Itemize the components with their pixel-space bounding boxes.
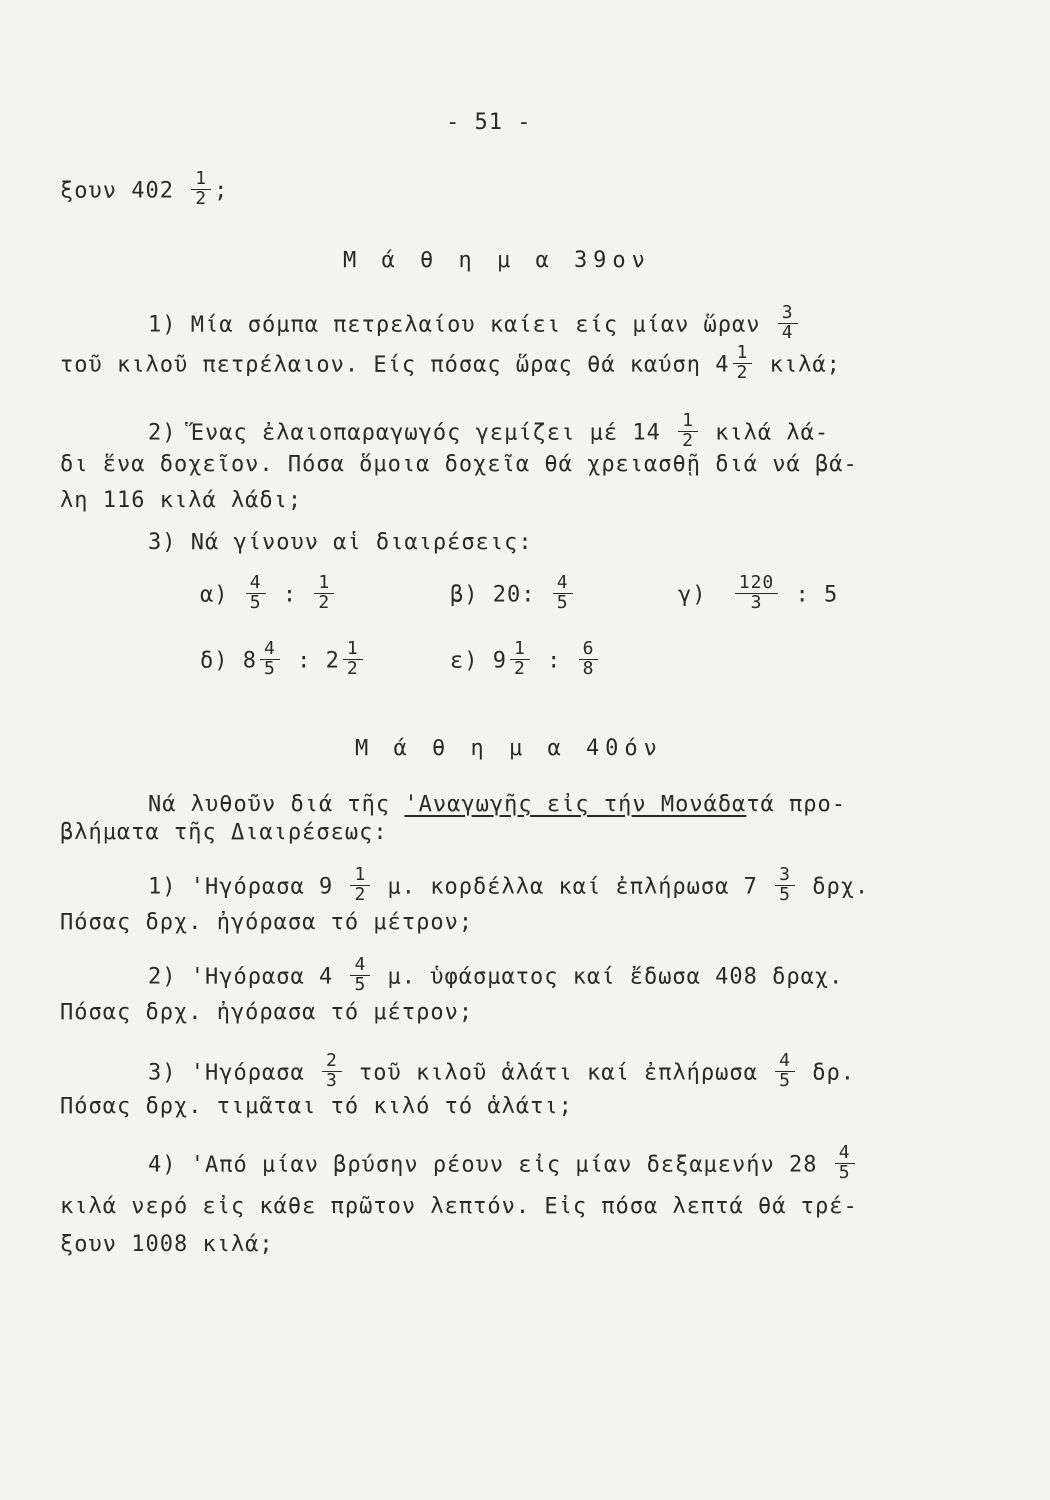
question-4-line-2: κιλά νερό εἰς κάθε πρῶτον λεπτόν. Εἰς πόσα λεπτά θά τρέ- — [60, 1194, 858, 1219]
question-3-line-2: Πόσας δρχ. τιμᾶται τό κιλό τό ἁλάτι; — [60, 1094, 573, 1119]
fraction: $\frac{4}{5}$ — [835, 1144, 855, 1183]
fraction: $\frac{4}{5}$ — [246, 574, 266, 613]
lesson-39-title: Μ ά θ η μ α 39ον — [343, 248, 651, 273]
problem-1-line-2: τοῦ κιλοῦ πετρέλαιον. Είς πόσας ὥρας θά καύση 4 $\frac{1}{2}$ κιλά; — [60, 342, 841, 383]
fraction: $\frac{1}{2}$ — [314, 574, 334, 613]
problem-3-intro: 3) Νά γίνουν αἱ διαιρέσεις: — [148, 530, 533, 555]
fraction: $\frac{1}{2}$ — [678, 412, 698, 451]
underlined-method: 'Αναγωγῆς εἰς τήν Μονάδα — [404, 792, 747, 817]
question-2-line-1: 2) 'Ηγόρασα 4 $\frac{4}{5}$ μ. ὑφάσματος καί ἔδωσα 408 δραχ. — [148, 954, 844, 995]
fraction: $\frac{1}{2}$ — [350, 866, 370, 905]
division-a: α) $\frac{4}{5}$ : $\frac{1}{2}$ — [200, 576, 337, 615]
question-2-line-2: Πόσας δρχ. ἠγόρασα τό μέτρον; — [60, 1000, 474, 1025]
problem-2-line-1: 2) Ἕνας ἐλαιοπαραγωγός γεμίζει μέ 14 $\frac{1}{2}$ κιλά λά- — [148, 410, 830, 451]
fraction: $\frac{4}{5}$ — [775, 1052, 795, 1091]
fraction: $\frac{2}{3}$ — [322, 1052, 342, 1091]
fraction: $\frac{4}{5}$ — [350, 956, 370, 995]
question-4-line-1: 4) 'Από μίαν βρύσην ρέουν εἰς μίαν δεξαμενήν 28 $\frac{4}{5}$ — [148, 1146, 858, 1185]
fraction: $\frac{6}{8}$ — [579, 640, 599, 679]
fraction: $\frac{1}{2}$ — [510, 640, 530, 679]
problem-1-line-1: 1) Μία σόμπα πετρελαίου καίει είς μίαν ὥραν $\frac{3}{4}$ — [148, 306, 801, 345]
lesson-40-intro-line-2: βλήματα τῆς Διαιρέσεως: — [60, 820, 388, 845]
fraction: $\frac{1}{2}$ — [733, 344, 753, 383]
fraction: $\frac{4}{5}$ — [553, 574, 573, 613]
division-b: β) 20: $\frac{4}{5}$ — [450, 576, 576, 615]
division-c: γ) $\frac{120}{3}$ : 5 — [678, 572, 839, 613]
fraction: $\frac{3}{5}$ — [775, 866, 795, 905]
question-4-line-3: ξουν 1008 κιλά; — [60, 1232, 274, 1257]
question-1-line-1: 1) 'Ηγόρασα 9 $\frac{1}{2}$ μ. κορδέλλα καί ἐπλήρωσα 7 $\frac{3}{5}$ δρχ. — [148, 864, 870, 905]
problem-2-line-3: λη 116 κιλά λάδι; — [60, 488, 303, 513]
problem-2-line-2: δι ἕνα δοχεῖον. Πόσα ὅμοια δοχεῖα θά χρειασθῇ διά νά βά- — [60, 452, 858, 477]
fraction: $\frac{1}{2}$ — [191, 170, 211, 209]
fraction: $\frac{120}{3}$ — [735, 574, 779, 613]
lesson-40-intro-line-1: Νά λυθοῦν διά τῆς 'Αναγωγῆς εἰς τήν Μονάδατά προ- — [148, 792, 847, 817]
question-3-line-1: 3) 'Ηγόρασα $\frac{2}{3}$ τοῦ κιλοῦ ἁλάτι καί ἐπλήρωσα $\frac{4}{5}$ δρ. — [148, 1050, 856, 1091]
fraction: $\frac{4}{5}$ — [260, 640, 280, 679]
division-e: ε) 9 $\frac{1}{2}$ : $\frac{6}{8}$ — [450, 642, 601, 681]
fraction: $\frac{3}{4}$ — [778, 304, 798, 343]
carry-text: ξουν 402 — [60, 178, 174, 204]
fraction: $\frac{1}{2}$ — [343, 640, 363, 679]
carry-over-line: ξουν 402 $\frac{1}{2}$ ; — [60, 168, 229, 209]
question-1-line-2: Πόσας δρχ. ἠγόρασα τό μέτρον; — [60, 910, 474, 935]
page-number: - 51 - — [446, 110, 532, 135]
lesson-40-title: Μ ά θ η μ α 40όν — [355, 736, 663, 761]
division-d: δ) 8 $\frac{4}{5}$ : 2 $\frac{1}{2}$ — [200, 642, 366, 681]
